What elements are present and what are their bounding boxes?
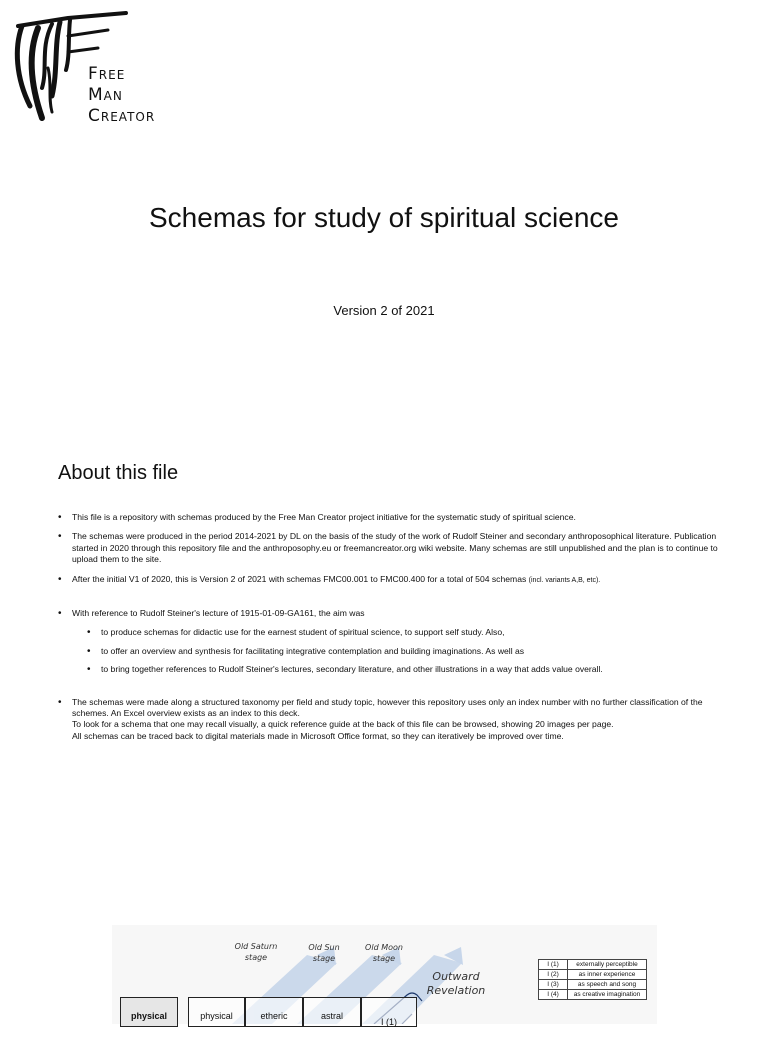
- cell-astral: astral: [303, 997, 361, 1027]
- logo: [8, 8, 188, 143]
- table-cell: I (2): [539, 970, 568, 980]
- table-cell: as inner experience: [568, 970, 647, 980]
- bullet-taxonomy: [58, 697, 738, 743]
- logo-text: [88, 64, 155, 127]
- bullet-taxonomy-line2: To look for a schema that one may recall visually, a quick reference guide at the back of this file can be browsed, showing 20 images per page.: [72, 719, 614, 730]
- table-cell: externally perceptible: [568, 960, 647, 970]
- bullet-taxonomy-line1: • The schemas were made along a structured taxonomy per field and study topic, however this repository uses only an index number with no further classification of the schemes. An Excel overview exists as an index to this deck.: [72, 696, 703, 719]
- stage-label-moon-2: stage: [372, 954, 396, 963]
- bullet-version-text: After the initial V1 of 2020, this is Version 2 of 2021 with schemas FMC00.001 to FMC00.400 for a total of 504 schemas: [72, 573, 527, 584]
- table-cell: I (3): [539, 980, 568, 990]
- cell-i1: I (1): [361, 997, 417, 1027]
- bullet-taxonomy-line3: All schemas can be traced back to digital materials made in Microsoft Office format, so they can iteratively be improved over time.: [72, 730, 564, 741]
- bullet-version: [58, 574, 738, 586]
- logo-line-man: Man: [88, 85, 123, 105]
- i-reference-table: [538, 959, 647, 1000]
- table-cell: I (4): [539, 990, 568, 1000]
- sub-bullet-references: • to bring together references to Rudolf Steiner's lectures, secondary literature, and other illustrations in a way that adds value overall.: [58, 664, 738, 675]
- sub-bullet-overview: • to offer an overview and synthesis for facilitating integrative contemplation and building imaginations. As well as: [58, 646, 738, 657]
- stage-label-saturn-1: Old Saturn: [234, 942, 278, 951]
- cell-physical: physical: [188, 997, 245, 1027]
- sub-bullet-didactic: • to produce schemas for didactic use for the earnest student of spiritual science, to support self study. Also,: [58, 627, 738, 638]
- version-label: Version 2 of 2021: [333, 303, 435, 318]
- table-cell: as speech and song: [568, 980, 647, 990]
- table-row: [539, 990, 647, 1000]
- about-bullets: [58, 512, 738, 750]
- stage-label-saturn-2: stage: [244, 953, 268, 962]
- bullet-version-note: (incl. variants A,B, etc).: [528, 576, 601, 584]
- cell-physical-header: physical: [120, 997, 178, 1027]
- page-title: Schemas for study of spiritual science: [149, 202, 619, 233]
- outward-label-2: Revelation: [426, 984, 486, 997]
- stage-label-moon-1: Old Moon: [365, 943, 403, 952]
- table-cell: I (1): [539, 960, 568, 970]
- table-cell: as creative imagination: [568, 990, 647, 1000]
- table-row: [539, 960, 647, 970]
- stage-label-sun-2: stage: [312, 954, 336, 963]
- outward-label-1: Outward: [432, 970, 480, 983]
- logo-line-free: Free: [88, 64, 126, 84]
- bullet-aim: • With reference to Rudolf Steiner's lecture of 1915-01-09-GA161, the aim was: [58, 608, 738, 619]
- bullet-production: • The schemas were produced in the period 2014-2021 by DL on the basis of the study of the work of Rudolf Steiner and secondary anthroposophical literature. Publication started in 2020 through this repository file and the anthroposophy.eu or freemancreator.org wiki website. Many schemas are still unpublished and the plan is to continue to upload them to the site.: [58, 531, 738, 565]
- section-heading-about: About this file: [58, 462, 179, 484]
- cell-etheric: etheric: [245, 997, 303, 1027]
- table-row: [539, 970, 647, 980]
- logo-line-creator: Creator: [88, 106, 156, 126]
- stage-label-sun-1: Old Sun: [308, 943, 340, 952]
- table-row: [539, 980, 647, 990]
- bullet-repository: • This file is a repository with schemas produced by the Free Man Creator project initiative for the systematic study of spiritual science.: [58, 512, 738, 523]
